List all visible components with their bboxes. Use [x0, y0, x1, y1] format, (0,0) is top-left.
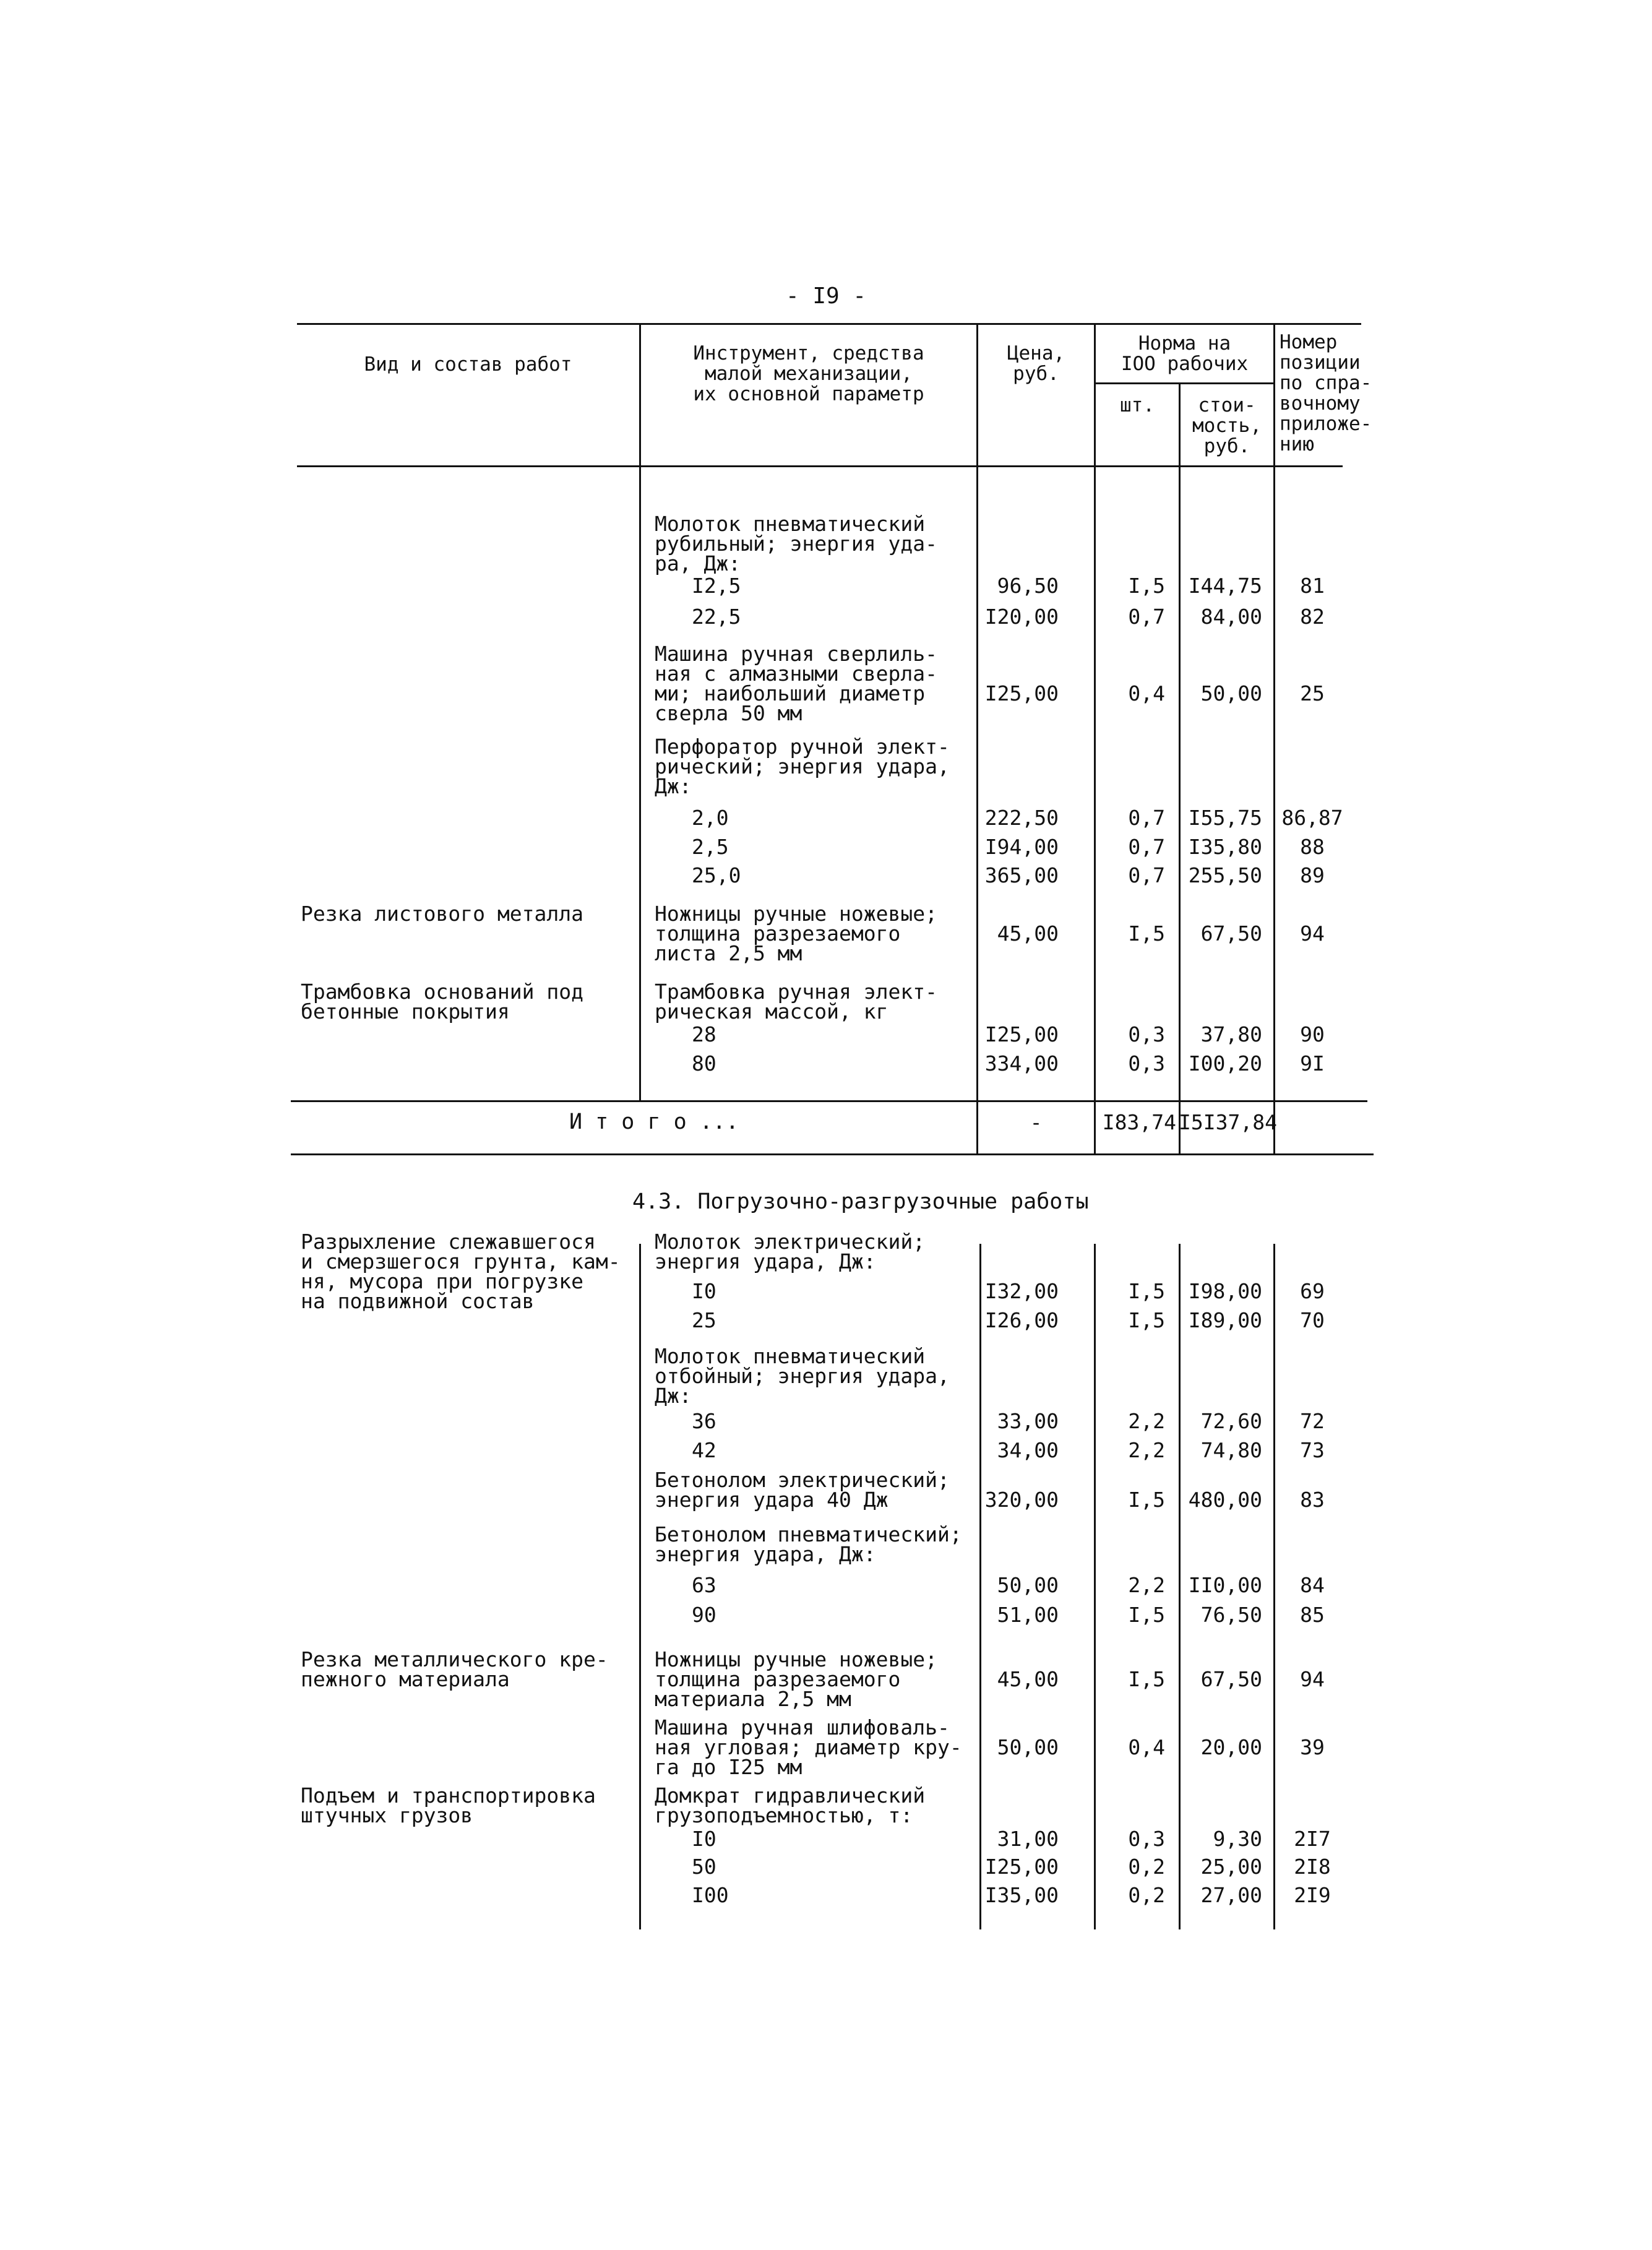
price-cell: 334,00 — [984, 1051, 1059, 1075]
tool-text: Молоток пневматический — [655, 1344, 926, 1368]
cost-cell: 480,00 — [1188, 1488, 1262, 1512]
qty-cell: I,5 — [1128, 921, 1165, 946]
tool-text: Молоток пневматический — [655, 512, 926, 536]
tool-text: 25,0 — [692, 863, 741, 887]
header-norm-cost-3: руб. — [1203, 435, 1250, 457]
work-text: бетонные покрытия — [301, 999, 510, 1024]
header-price-line2: руб. — [1013, 363, 1059, 385]
qty-cell: I,5 — [1128, 1667, 1165, 1691]
pos-cell: 9I — [1300, 1051, 1325, 1075]
tool-text: 63 — [692, 1573, 716, 1597]
qty-cell: I,5 — [1128, 1488, 1165, 1512]
cost-cell: 84,00 — [1200, 605, 1262, 629]
qty-cell: 0,7 — [1128, 605, 1165, 629]
tool-text: энергия удара 40 Дж — [655, 1488, 888, 1512]
tool-text: рический; энергия удара, — [655, 754, 950, 778]
cost-cell: 255,50 — [1188, 863, 1262, 887]
work-text: Резка листового металла — [301, 902, 583, 926]
tool-text: Трамбовка ручная элект- — [655, 980, 937, 1004]
header-bottom-rule — [297, 465, 1343, 467]
price-cell: 50,00 — [997, 1735, 1059, 1759]
qty-cell: 0,7 — [1128, 806, 1165, 830]
pos-cell: 86,87 — [1281, 806, 1343, 830]
tool-text: 2,0 — [692, 806, 729, 830]
price-cell: 33,00 — [997, 1409, 1059, 1433]
header-tool-line2: малой механизации, — [705, 363, 913, 385]
cost-cell: I00,20 — [1188, 1051, 1262, 1075]
header-tool-line3: их основной параметр — [693, 383, 924, 405]
work-text: на подвижной состав — [301, 1289, 535, 1313]
tool-text: 25 — [692, 1308, 716, 1332]
tool-text: ми; наибольший диаметр — [655, 681, 926, 705]
header-work: Вид и состав работ — [364, 353, 572, 376]
tool-text: Молоток электрический; — [655, 1230, 926, 1254]
cost-cell: 67,50 — [1200, 921, 1262, 946]
header-norm-line2: IOO рабочих — [1121, 353, 1249, 375]
tool-text: Бетонолом пневматический; — [655, 1522, 962, 1546]
tool-text: грузоподъемностью, т: — [655, 1803, 913, 1827]
cost-cell: 76,50 — [1200, 1603, 1262, 1627]
price-cell: I26,00 — [984, 1308, 1059, 1332]
work-text: Разрыхление слежавшегося — [301, 1230, 596, 1254]
tool-text: энергия удара, Дж: — [655, 1249, 876, 1274]
qty-cell: 0,3 — [1128, 1022, 1165, 1046]
price-cell: 31,00 — [997, 1827, 1059, 1851]
header-pos-5: приложе- — [1280, 413, 1372, 435]
tool-text: 36 — [692, 1409, 716, 1433]
page-number: - I9 - — [785, 283, 867, 309]
s1-total-bottom-rule — [291, 1153, 1374, 1155]
cost-cell: 37,80 — [1200, 1022, 1262, 1046]
header-price-line1: Цена, — [1007, 342, 1065, 364]
pos-cell: 2I9 — [1294, 1883, 1331, 1907]
work-text: Подъем и транспортировка — [301, 1783, 596, 1808]
qty-cell: 0,4 — [1128, 681, 1165, 705]
price-cell: 45,00 — [997, 921, 1059, 946]
tool-text: энергия удара, Дж: — [655, 1542, 876, 1566]
tool-text: Домкрат гидравлический — [655, 1783, 926, 1808]
pos-cell: 83 — [1300, 1488, 1325, 1512]
tool-text: 90 — [692, 1603, 716, 1627]
price-cell: I25,00 — [984, 1855, 1059, 1879]
cost-cell: 25,00 — [1200, 1855, 1262, 1879]
pos-cell: 81 — [1300, 574, 1325, 598]
qty-cell: 2,2 — [1128, 1409, 1165, 1433]
cost-cell: I35,80 — [1188, 835, 1262, 859]
cost-cell: I89,00 — [1188, 1308, 1262, 1332]
cost-cell: 50,00 — [1200, 681, 1262, 705]
cost-cell: 9,30 — [1213, 1827, 1262, 1851]
pos-cell: 94 — [1300, 1667, 1325, 1691]
tool-text: ная с алмазными сверла- — [655, 662, 937, 686]
header-pos-6: нию — [1280, 433, 1314, 455]
qty-cell: 0,4 — [1128, 1735, 1165, 1759]
tool-text: ра, Дж: — [655, 551, 741, 575]
price-cell: I25,00 — [984, 1022, 1059, 1046]
norm-subheader-rule — [1095, 382, 1275, 384]
header-tool-line1: Инструмент, средства — [693, 342, 924, 364]
tool-text: сверла 50 мм — [655, 701, 802, 725]
work-text: и смерзшегося грунта, кам- — [301, 1249, 621, 1274]
tool-text: 80 — [692, 1051, 716, 1075]
pos-cell: 69 — [1300, 1279, 1325, 1303]
qty-cell: 0,2 — [1128, 1855, 1165, 1879]
price-cell: 34,00 — [997, 1438, 1059, 1462]
tool-text: Машина ручная шлифоваль- — [655, 1715, 950, 1739]
tool-text: 22,5 — [692, 605, 741, 629]
pos-cell: 82 — [1300, 605, 1325, 629]
header-norm-cost-1: стои- — [1198, 394, 1256, 416]
tool-text: I0 — [692, 1827, 716, 1851]
price-cell: 365,00 — [984, 863, 1059, 887]
work-text: ня, мусора при погрузке — [301, 1269, 583, 1293]
cost-cell: I55,75 — [1188, 806, 1262, 830]
work-text: Трамбовка оснований под — [301, 980, 583, 1004]
tool-text: толщина разрезаемого — [655, 1667, 901, 1691]
total-label: И т о г о ... — [569, 1110, 739, 1134]
s1-total-top-rule — [291, 1100, 1367, 1102]
tool-text: ная угловая; диаметр кру- — [655, 1735, 962, 1759]
tool-text: рическая массой, кг — [655, 999, 888, 1024]
s2-divider-tool — [639, 1244, 641, 1929]
price-cell: 320,00 — [984, 1488, 1059, 1512]
tool-text: Ножницы ручные ножевые; — [655, 902, 937, 926]
price-cell: 45,00 — [997, 1667, 1059, 1691]
cost-cell: 20,00 — [1200, 1735, 1262, 1759]
pos-cell: 39 — [1300, 1735, 1325, 1759]
header-pos-1: Номер — [1280, 331, 1338, 353]
tool-text: отбойный; энергия удара, — [655, 1364, 950, 1388]
work-text: штучных грузов — [301, 1803, 473, 1827]
qty-cell: 0,2 — [1128, 1883, 1165, 1907]
total-cost: I5I37,84 — [1179, 1110, 1277, 1134]
pos-cell: 90 — [1300, 1022, 1325, 1046]
tool-text: I0 — [692, 1279, 716, 1303]
qty-cell: 2,2 — [1128, 1573, 1165, 1597]
tool-text: материала 2,5 мм — [655, 1687, 851, 1711]
price-cell: I94,00 — [984, 835, 1059, 859]
price-cell: 51,00 — [997, 1603, 1059, 1627]
pos-cell: 89 — [1300, 863, 1325, 887]
cost-cell: 27,00 — [1200, 1883, 1262, 1907]
qty-cell: I,5 — [1128, 1308, 1165, 1332]
tool-text: 42 — [692, 1438, 716, 1462]
pos-cell: 73 — [1300, 1438, 1325, 1462]
header-top-rule — [297, 323, 1361, 325]
qty-cell: I,5 — [1128, 574, 1165, 598]
s1-divider-tool — [639, 467, 641, 1100]
tool-text: 2,5 — [692, 835, 729, 859]
tool-text: Бетонолом электрический; — [655, 1468, 950, 1492]
qty-cell: I,5 — [1128, 1279, 1165, 1303]
price-cell: I35,00 — [984, 1883, 1059, 1907]
pos-cell: 88 — [1300, 835, 1325, 859]
tool-text: Дж: — [655, 774, 692, 798]
pos-cell: 72 — [1300, 1409, 1325, 1433]
pos-cell: 85 — [1300, 1603, 1325, 1627]
tool-text: толщина разрезаемого — [655, 921, 901, 946]
tool-text: Ножницы ручные ножевые; — [655, 1647, 937, 1671]
tool-text: га до I25 мм — [655, 1755, 802, 1779]
section-2-title: 4.3. Погрузочно-разгрузочные работы — [632, 1189, 1089, 1214]
price-cell: 50,00 — [997, 1573, 1059, 1597]
tool-text: 50 — [692, 1855, 716, 1879]
header-pos-2: позиции — [1280, 351, 1361, 374]
price-cell: I25,00 — [984, 681, 1059, 705]
price-cell: 222,50 — [984, 806, 1059, 830]
pos-cell: 70 — [1300, 1308, 1325, 1332]
price-cell: I20,00 — [984, 605, 1059, 629]
tool-text: Перфоратор ручной элект- — [655, 735, 950, 759]
qty-cell: 0,7 — [1128, 835, 1165, 859]
cost-cell: 72,60 — [1200, 1409, 1262, 1433]
tool-text: Дж: — [655, 1384, 692, 1408]
work-text: Резка металлического кре- — [301, 1647, 608, 1671]
cost-cell: 74,80 — [1200, 1438, 1262, 1462]
tool-text: I2,5 — [692, 574, 741, 598]
pos-cell: 25 — [1300, 681, 1325, 705]
pos-cell: 2I8 — [1294, 1855, 1331, 1879]
cost-cell: II0,00 — [1188, 1573, 1262, 1597]
tool-text: листа 2,5 мм — [655, 941, 802, 965]
header-divider-pos — [1273, 324, 1275, 465]
cost-cell: I44,75 — [1188, 574, 1262, 598]
qty-cell: I,5 — [1128, 1603, 1165, 1627]
qty-cell: 0,3 — [1128, 1051, 1165, 1075]
total-price: - — [1030, 1110, 1043, 1134]
cost-cell: 67,50 — [1200, 1667, 1262, 1691]
tool-text: 28 — [692, 1022, 716, 1046]
pos-cell: 94 — [1300, 921, 1325, 946]
tool-text: рубильный; энергия уда- — [655, 532, 937, 556]
work-text: пежного материала — [301, 1667, 510, 1691]
header-norm-qty: шт. — [1120, 394, 1155, 416]
header-norm-line1: Норма на — [1138, 332, 1231, 355]
tool-text: I00 — [692, 1883, 729, 1907]
qty-cell: 2,2 — [1128, 1438, 1165, 1462]
qty-cell: 0,7 — [1128, 863, 1165, 887]
tool-text: Машина ручная сверлиль- — [655, 642, 937, 666]
header-pos-4: вочному — [1280, 392, 1361, 415]
price-cell: 96,50 — [997, 574, 1059, 598]
cost-cell: I98,00 — [1188, 1279, 1262, 1303]
header-pos-3: по спра- — [1280, 372, 1372, 394]
pos-cell: 84 — [1300, 1573, 1325, 1597]
total-qty: I83,74 — [1102, 1110, 1176, 1134]
header-norm-cost-2: мость, — [1192, 415, 1262, 437]
price-cell: I32,00 — [984, 1279, 1059, 1303]
qty-cell: 0,3 — [1128, 1827, 1165, 1851]
pos-cell: 2I7 — [1294, 1827, 1331, 1851]
